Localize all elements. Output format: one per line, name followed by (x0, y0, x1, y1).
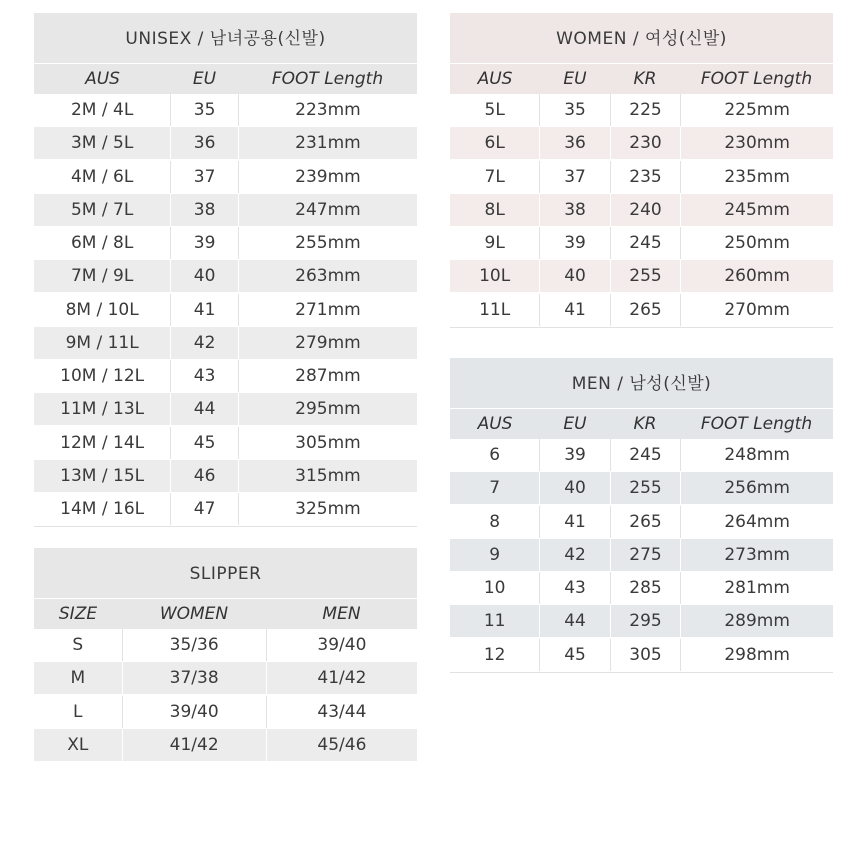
aus-cell: 10M / 12L (60, 366, 145, 386)
foot-length-cell: 279mm (238, 327, 417, 359)
table-row (34, 427, 417, 459)
aus-cell: 12M / 14L (60, 432, 145, 453)
aus-cell: 6M / 8L (70, 233, 134, 253)
table-row (450, 260, 833, 292)
aus-cell: 13M / 15L (60, 465, 145, 486)
table-row (34, 393, 417, 425)
eu-cell: 39 (170, 227, 238, 259)
foot-length-cell: 289mm (680, 605, 833, 637)
column-header-eu: EU (563, 69, 587, 89)
column-header-kr: KR (633, 69, 657, 89)
table-row (34, 227, 417, 259)
aus-cell: 3M / 5L (70, 133, 134, 154)
column-header-aus: AUS (477, 69, 513, 89)
aus-cell: 9L (484, 233, 505, 253)
kr-cell: 235 (610, 161, 680, 193)
eu-cell: 42 (170, 327, 238, 359)
size-cell: L (73, 701, 83, 722)
table-bottom-divider (450, 672, 833, 673)
slipper-table-title: SLIPPER (34, 548, 417, 598)
eu-cell: 45 (170, 427, 238, 459)
aus-cell: 8 (489, 511, 501, 532)
table-row (34, 729, 417, 761)
foot-length-cell: 235mm (680, 161, 833, 193)
table-row (34, 260, 417, 292)
aus-cell: 11L (479, 299, 511, 320)
column-header-foot-length: FOOT Length (271, 69, 384, 89)
foot-length-cell: 287mm (238, 360, 417, 392)
table-row (450, 127, 833, 159)
aus-cell: 14M / 16L (60, 499, 145, 519)
foot-length-cell: 239mm (238, 161, 417, 193)
kr-cell: 230 (610, 127, 680, 159)
aus-cell: 9 (489, 544, 501, 565)
men-table-title: MEN / 남성(신발) (450, 358, 833, 408)
foot-length-cell: 271mm (238, 294, 417, 326)
unisex-header-row (34, 63, 417, 94)
men-header-row (450, 408, 833, 439)
table-row (450, 227, 833, 259)
foot-length-cell: 245mm (680, 194, 833, 226)
foot-length-cell: 270mm (680, 294, 833, 326)
kr-cell: 265 (610, 506, 680, 538)
men-cell: 39/40 (266, 629, 417, 661)
foot-length-cell: 325mm (238, 493, 417, 525)
foot-length-cell: 225mm (680, 94, 833, 126)
eu-cell: 38 (170, 194, 238, 226)
kr-cell: 225 (610, 94, 680, 126)
unisex-table-title: UNISEX / 남녀공용(신발) (34, 13, 417, 63)
kr-cell: 295 (610, 605, 680, 637)
foot-length-cell: 223mm (238, 94, 417, 126)
column-header-kr: KR (633, 414, 657, 434)
eu-cell: 41 (170, 294, 238, 326)
size-cell: S (72, 635, 84, 655)
table-row (450, 639, 833, 671)
eu-cell: 45 (539, 639, 609, 671)
aus-cell: 11 (483, 611, 506, 632)
slipper-size-table (34, 548, 417, 762)
foot-length-cell: 230mm (680, 127, 833, 159)
aus-cell: 7 (489, 478, 501, 499)
aus-cell: 5L (484, 100, 505, 120)
foot-length-cell: 250mm (680, 227, 833, 259)
table-bottom-divider (34, 526, 417, 527)
slipper-header-row (34, 598, 417, 629)
aus-cell: 7M / 9L (70, 266, 134, 287)
foot-length-cell: 264mm (680, 506, 833, 538)
kr-cell: 305 (610, 639, 680, 671)
aus-cell: 8L (484, 199, 505, 220)
eu-cell: 42 (539, 539, 609, 571)
column-header-men: MEN (322, 604, 361, 624)
kr-cell: 245 (610, 227, 680, 259)
eu-cell: 37 (170, 161, 238, 193)
aus-cell: 10L (479, 266, 511, 287)
eu-cell: 39 (539, 227, 609, 259)
table-row (450, 94, 833, 126)
eu-cell: 36 (539, 127, 609, 159)
aus-cell: 6L (484, 133, 505, 154)
foot-length-cell: 263mm (238, 260, 417, 292)
men-cell: 45/46 (266, 729, 417, 761)
eu-cell: 44 (170, 393, 238, 425)
foot-length-cell: 231mm (238, 127, 417, 159)
foot-length-cell: 315mm (238, 460, 417, 492)
eu-cell: 35 (539, 94, 609, 126)
column-header-eu: EU (563, 414, 587, 434)
eu-cell: 44 (539, 605, 609, 637)
eu-cell: 40 (539, 260, 609, 292)
table-row (34, 327, 417, 359)
eu-cell: 39 (539, 439, 609, 471)
kr-cell: 265 (610, 294, 680, 326)
foot-length-cell: 281mm (680, 572, 833, 604)
table-row (34, 493, 417, 525)
men-size-table (450, 358, 833, 673)
eu-cell: 38 (539, 194, 609, 226)
eu-cell: 36 (170, 127, 238, 159)
table-row (450, 194, 833, 226)
foot-length-cell: 295mm (238, 393, 417, 425)
eu-cell: 41 (539, 294, 609, 326)
women-cell: 35/36 (122, 629, 266, 661)
column-header-eu: EU (192, 69, 217, 89)
table-row (450, 539, 833, 571)
table-row (34, 194, 417, 226)
table-row (450, 472, 833, 504)
table-bottom-divider (450, 327, 833, 328)
kr-cell: 255 (610, 260, 680, 292)
men-cell: 43/44 (266, 696, 417, 728)
table-row (34, 460, 417, 492)
kr-cell: 275 (610, 539, 680, 571)
table-row (34, 360, 417, 392)
kr-cell: 285 (610, 572, 680, 604)
column-header-aus: AUS (85, 69, 120, 89)
eu-cell: 40 (539, 472, 609, 504)
foot-length-cell: 273mm (680, 539, 833, 571)
aus-cell: 4M / 6L (70, 166, 134, 187)
eu-cell: 43 (539, 572, 609, 604)
eu-cell: 47 (170, 493, 238, 525)
aus-cell: 7L (484, 166, 505, 187)
women-cell: 37/38 (122, 662, 266, 694)
foot-length-cell: 298mm (680, 639, 833, 671)
eu-cell: 43 (170, 360, 238, 392)
foot-length-cell: 305mm (238, 427, 417, 459)
foot-length-cell: 248mm (680, 439, 833, 471)
column-header-women: WOMEN (159, 604, 229, 624)
foot-length-cell: 255mm (238, 227, 417, 259)
women-size-table (450, 13, 833, 328)
table-row (34, 662, 417, 694)
table-row (34, 161, 417, 193)
size-cell: M (70, 668, 86, 689)
table-row (34, 294, 417, 326)
column-header-size: SIZE (58, 604, 98, 624)
table-row (450, 294, 833, 326)
men-cell: 41/42 (266, 662, 417, 694)
women-header-row (450, 63, 833, 94)
aus-cell: 2M / 4L (70, 100, 134, 120)
table-row (34, 94, 417, 126)
eu-cell: 46 (170, 460, 238, 492)
women-cell: 39/40 (122, 696, 266, 728)
column-header-aus: AUS (477, 414, 513, 434)
table-row (450, 572, 833, 604)
foot-length-cell: 260mm (680, 260, 833, 292)
table-row (450, 605, 833, 637)
unisex-size-table (34, 13, 417, 527)
aus-cell: 12 (483, 644, 506, 665)
aus-cell: 11M / 13L (60, 399, 145, 420)
table-row (34, 696, 417, 728)
eu-cell: 37 (539, 161, 609, 193)
women-cell: 41/42 (122, 729, 266, 761)
women-table-title: WOMEN / 여성(신발) (450, 13, 833, 63)
foot-length-cell: 247mm (238, 194, 417, 226)
aus-cell: 9M / 11L (65, 332, 139, 353)
aus-cell: 5M / 7L (70, 199, 134, 220)
eu-cell: 41 (539, 506, 609, 538)
table-row (450, 161, 833, 193)
table-row (450, 506, 833, 538)
table-row (450, 439, 833, 471)
foot-length-cell: 256mm (680, 472, 833, 504)
aus-cell: 8M / 10L (65, 299, 139, 320)
column-header-foot-length: FOOT Length (700, 414, 813, 434)
eu-cell: 35 (170, 94, 238, 126)
eu-cell: 40 (170, 260, 238, 292)
kr-cell: 245 (610, 439, 680, 471)
aus-cell: 6 (489, 445, 501, 465)
kr-cell: 255 (610, 472, 680, 504)
kr-cell: 240 (610, 194, 680, 226)
table-row (34, 127, 417, 159)
size-cell: XL (67, 734, 89, 755)
column-header-foot-length: FOOT Length (700, 69, 813, 89)
aus-cell: 10 (483, 578, 506, 598)
table-row (34, 629, 417, 661)
